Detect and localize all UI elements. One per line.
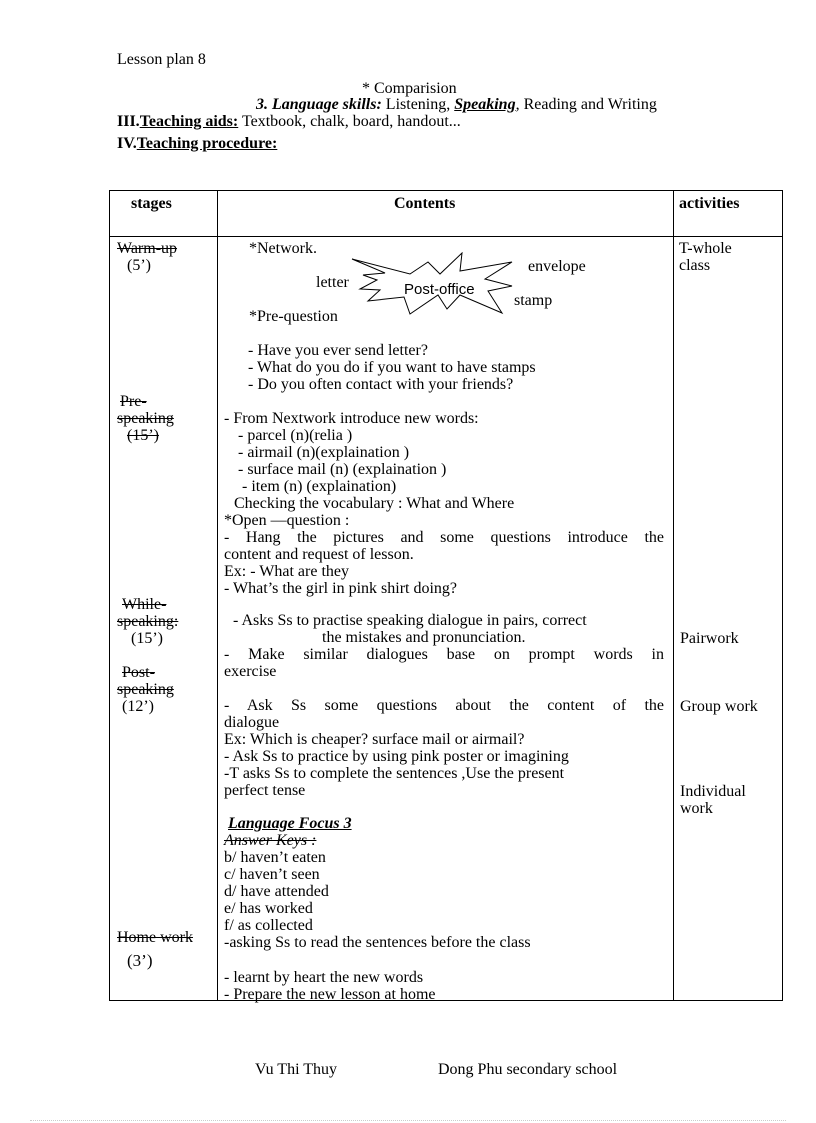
stage-pre-2: speaking (117, 410, 174, 427)
content-line: - surface mail (n) (explaination ) (238, 461, 447, 478)
homework-block (224, 969, 435, 1003)
open-question-block (224, 512, 664, 597)
stage-home: Home work (117, 929, 193, 946)
content-line: perfect tense (224, 782, 306, 799)
activity-groupwork: Group work (680, 698, 758, 715)
content-line: - Asks Ss to practise speaking dialogue in pairs, correct (233, 612, 587, 629)
footer-author: Vu Thi Thuy (255, 1061, 338, 1078)
content-line: dialogue (224, 714, 280, 731)
content-line: - Ask Ss to practice by using pink poster or imagining (224, 748, 569, 765)
content-line: Checking the vocabulary : What and Where (234, 495, 515, 512)
skills-list-1: Listening, (385, 96, 451, 113)
activity-line: work (680, 800, 713, 817)
content-line: - From Nextwork introduce new words: (224, 410, 479, 427)
pre-question-title: *Pre-question (249, 308, 338, 325)
aids-num: III. (117, 113, 140, 130)
content-line: d/ have attended (224, 883, 329, 900)
aids-label: Teaching aids: (139, 113, 239, 130)
while-block (224, 646, 664, 680)
content-line: exercise (224, 663, 277, 680)
skills-line (256, 96, 657, 113)
stage-while-time: (15’) (131, 630, 163, 647)
lesson-header: Lesson plan 8 (117, 51, 206, 68)
content-line: - Have you ever send letter? (248, 342, 428, 359)
content-line: - Do you often contact with your friends? (248, 376, 514, 393)
header-contents: Contents (394, 195, 456, 212)
activity-pairwork: Pairwork (680, 630, 739, 647)
content-line: - Hang the pictures and some questions introduce the (224, 529, 664, 546)
network-envelope: envelope (528, 258, 586, 275)
footer-school: Dong Phu secondary school (438, 1061, 618, 1078)
content-line: -asking Ss to read the sentences before the class (224, 934, 531, 951)
content-line: -T asks Ss to complete the sentences ,Use the present (224, 765, 565, 782)
stage-warmup-time: (5’) (127, 257, 151, 274)
page-bottom-border (30, 1120, 786, 1121)
language-focus-title: Language Focus 3 (228, 815, 352, 832)
stage-home-time: (3’) (127, 951, 153, 970)
content-line: - item (n) (explaination) (242, 478, 397, 495)
activity-line: Individual (680, 783, 746, 800)
content-line: content and request of lesson. (224, 546, 414, 563)
content-line: - learnt by heart the new words (224, 969, 424, 986)
skills-label: 3. Language skills: (256, 96, 382, 113)
content-line: the mistakes and pronunciation. (322, 629, 526, 646)
content-line: - What do you do if you want to have stamps (248, 359, 536, 376)
content-line: *Open —question : (224, 512, 350, 529)
content-line: Ex: Which is cheaper? surface mail or airmail? (224, 731, 525, 748)
activity-line: T-whole (679, 240, 732, 257)
proc-num: IV. (117, 135, 137, 152)
stage-while-2: speaking: (117, 613, 179, 630)
header-stages: stages (131, 195, 172, 212)
network-stamp: stamp (514, 292, 553, 309)
content-line: c/ haven’t seen (224, 866, 320, 883)
stage-post-1: Post- (122, 664, 155, 681)
content-line: f/ as collected (224, 917, 313, 934)
content-line: - What’s the girl in pink shirt doing? (224, 580, 458, 597)
teaching-procedure-line (117, 135, 277, 152)
comparison-line: * Comparision (362, 80, 457, 97)
aids-value: Textbook, chalk, board, handout... (241, 113, 461, 130)
network-center: Post-office (404, 281, 475, 298)
content-line: - Ask Ss some questions about the content of the (224, 697, 664, 714)
network-title: *Network. (249, 240, 317, 257)
teaching-aids-line (117, 113, 461, 130)
answer-keys-list (224, 849, 531, 951)
content-line: - airmail (n)(explaination ) (238, 444, 410, 461)
header-row-divider (109, 236, 783, 237)
proc-label: Teaching procedure: (136, 135, 278, 152)
column-divider (673, 190, 674, 1001)
stage-while-1: While- (122, 596, 167, 613)
content-line: - parcel (n)(relia ) (238, 427, 353, 444)
stage-pre-time: (15’) (127, 427, 159, 444)
activity-individual (680, 783, 746, 817)
activity-line: class (679, 257, 711, 274)
skills-list-2: , Reading and Writing (515, 96, 657, 113)
activity-t-whole (679, 240, 732, 274)
network-letter: letter (316, 274, 349, 291)
vocab-list (238, 427, 446, 495)
content-line: - Make similar dialogues base on prompt words in (224, 646, 664, 663)
content-line: e/ has worked (224, 900, 313, 917)
stage-pre-1: Pre- (120, 393, 147, 410)
skills-speaking: Speaking (454, 96, 516, 113)
content-line: - Prepare the new lesson at home (224, 986, 436, 1003)
content-line: b/ haven’t eaten (224, 849, 326, 866)
stage-post-2: speaking (117, 681, 174, 698)
content-line: Ex: - What are they (224, 563, 349, 580)
column-divider (217, 190, 218, 1001)
answer-keys-label: Answer Keys : (224, 832, 317, 849)
header-activities: activities (679, 195, 740, 212)
stage-warmup: Warm-up (117, 240, 178, 257)
post-block (224, 697, 664, 799)
pre-questions (248, 342, 536, 393)
stage-post-time: (12’) (122, 698, 154, 715)
